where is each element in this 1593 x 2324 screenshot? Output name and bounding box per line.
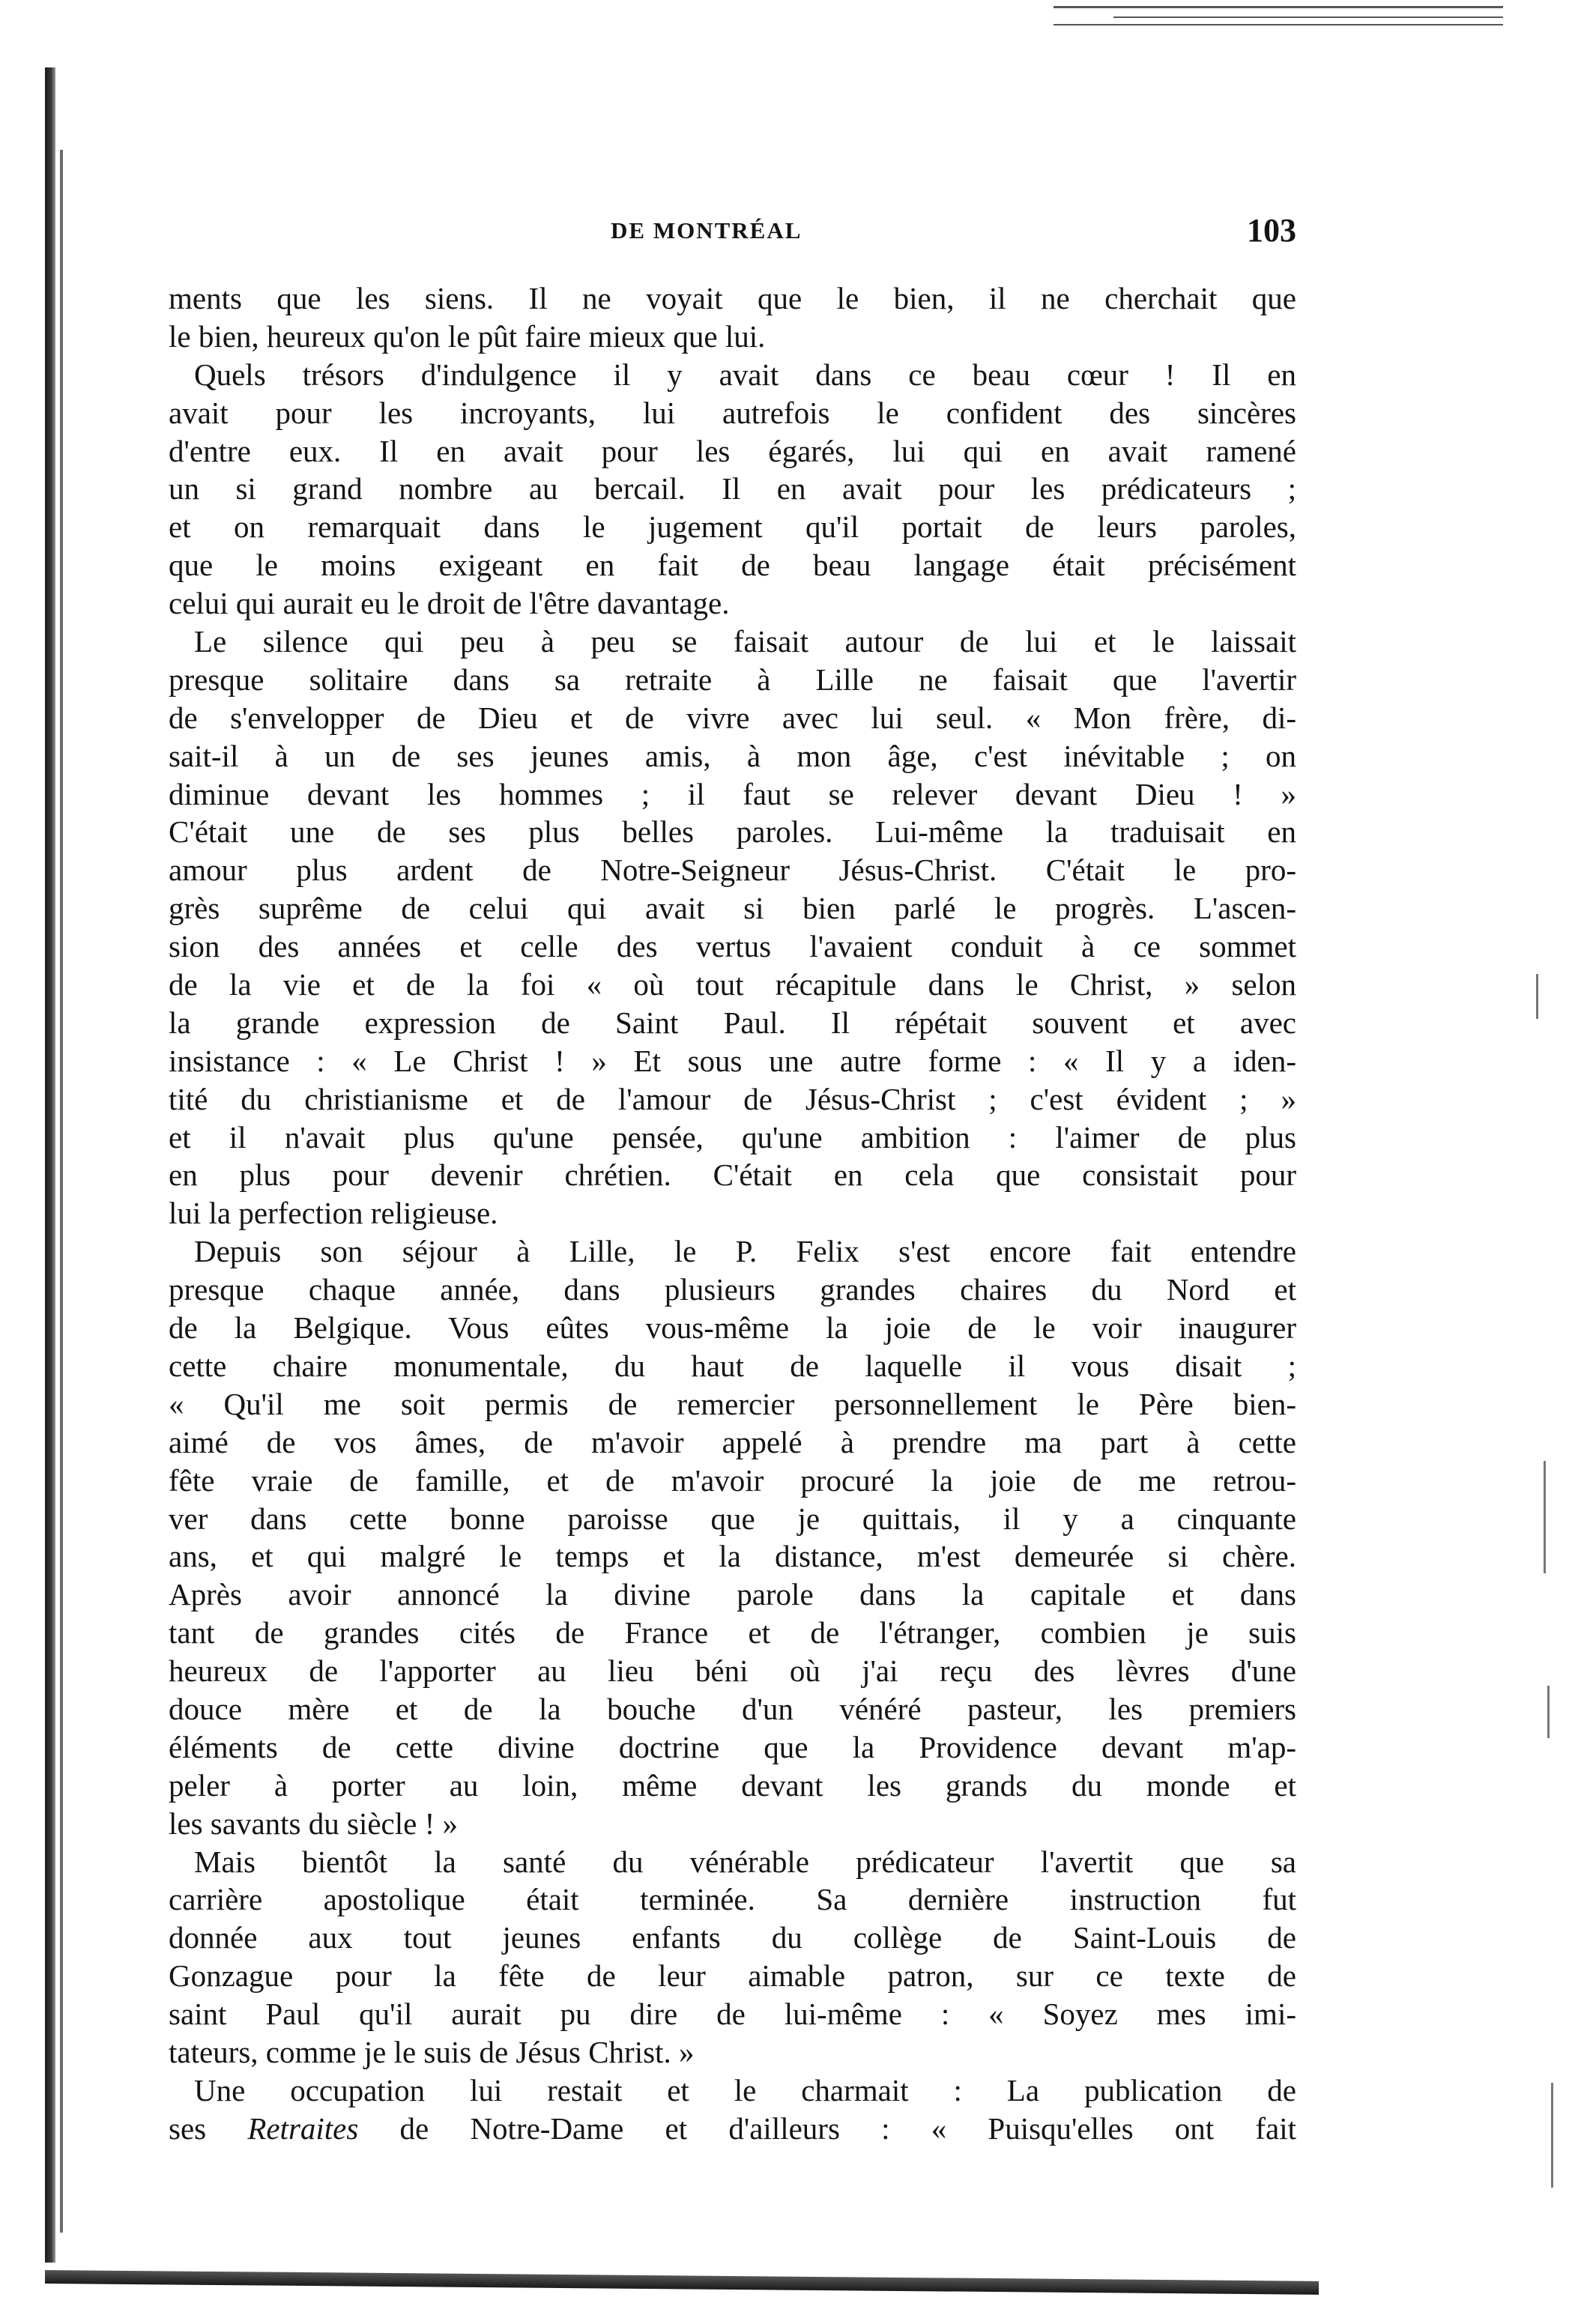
text-line: presque chaque année, dans plusieurs grandes chaires du Nord et: [169, 1272, 1296, 1307]
text-line: Le silence qui peu à peu se faisait autour de lui et le laissait: [194, 624, 1296, 659]
text-line: presque solitaire dans sa retraite à Lille ne faisait que l'avertir: [169, 662, 1296, 697]
page-binding-edge: [45, 67, 55, 2263]
text-line: celui qui aurait eu le droit de l'être davantage.: [169, 586, 730, 621]
text-line: grès suprême de celui qui avait si bien parlé le progrès. L'ascen-: [169, 891, 1296, 926]
text-line: [169, 2110, 1296, 2148]
scan-speck: [1544, 1461, 1546, 1573]
text-line: de la Belgique. Vous eûtes vous-même la joie de le voir inaugurer: [169, 1310, 1296, 1346]
running-head: DE MONTRÉAL: [611, 217, 802, 243]
text-line: tité du christianisme et de l'amour de Jésus-Christ ; c'est évident ; »: [169, 1081, 1296, 1116]
scan-rule-top-3: [1054, 24, 1503, 25]
text-line: C'était une de ses plus belles paroles. Lui-même la traduisait en: [169, 814, 1296, 850]
text-line: Gonzague pour la fête de leur aimable patron, sur ce texte de: [169, 1958, 1296, 1994]
text-line: la grande expression de Saint Paul. Il répétait souvent et avec: [169, 1005, 1296, 1040]
text-line: heureux de l'apporter au lieu béni où j'ai reçu des lèvres d'une: [169, 1653, 1296, 1689]
scan-speck: [1536, 974, 1538, 1019]
text-line: avait pour les incroyants, lui autrefois le confident des sincères: [169, 395, 1296, 430]
text-line: un si grand nombre au bercail. Il en avait pour les prédicateurs ;: [169, 471, 1296, 506]
text-line: saint Paul qu'il aurait pu dire de lui-même : « Soyez mes imi-: [169, 1997, 1296, 2032]
text-line: « Qu'il me soit permis de remercier personnellement le Père bien-: [169, 1386, 1296, 1421]
text-line: le bien, heureux qu'on le pût faire mieux que lui.: [169, 318, 766, 354]
text-segment: de Notre-Dame et d'ailleurs : « Puisqu'elles ont fait: [358, 2110, 1296, 2146]
text-line: tant de grandes cités de France et de l'étranger, combien je suis: [169, 1615, 1296, 1650]
text-line: en plus pour devenir chrétien. C'était en cela que consistait pour: [169, 1158, 1296, 1193]
text-line: éléments de cette divine doctrine que la Providence devant m'ap-: [169, 1729, 1296, 1764]
text-line: de s'envelopper de Dieu et de vivre avec lui seul. « Mon frère, di-: [169, 700, 1296, 735]
text-line: lui la perfection religieuse.: [169, 1196, 498, 1231]
page-number: 103: [1247, 212, 1296, 249]
text-line: et il n'avait plus qu'une pensée, qu'une ambition : l'aimer de plus: [169, 1119, 1296, 1155]
scan-rule-top-2: [1113, 16, 1503, 18]
text-line: peler à porter au loin, même devant les grands du monde et: [169, 1767, 1296, 1803]
text-line: les savants du siècle ! »: [169, 1806, 458, 1841]
scan-speck: [1551, 2083, 1553, 2188]
text-line: amour plus ardent de Notre-Seigneur Jésus-Christ. C'était le pro-: [169, 853, 1296, 888]
text-line: Une occupation lui restait et le charmait : La publication de: [194, 2072, 1296, 2107]
text-line: tateurs, comme je le suis de Jésus Christ. »: [169, 2034, 695, 2069]
page-binding-shadow: [60, 150, 63, 2233]
text-line: cette chaire monumentale, du haut de laquelle il vous disait ;: [169, 1348, 1296, 1383]
text-line: Depuis son séjour à Lille, le P. Felix s'est encore fait entendre: [194, 1234, 1296, 1269]
text-line: ver dans cette bonne paroisse que je quittais, il y a cinquante: [169, 1501, 1296, 1536]
text-line: de la vie et de la foi « où tout récapitule dans le Christ, » selon: [169, 967, 1296, 1002]
body-text: [169, 279, 1296, 2148]
scan-rule-top: [1054, 6, 1503, 8]
text-line: d'entre eux. Il en avait pour les égarés, lui qui en avait ramené: [169, 433, 1296, 468]
text-line: Après avoir annoncé la divine parole dans la capitale et dans: [169, 1577, 1296, 1612]
text-line: sait-il à un de ses jeunes amis, à mon âge, c'est inévitable ; on: [169, 738, 1296, 773]
text-line: Quels trésors d'indulgence il y avait dans ce beau cœur ! Il en: [194, 357, 1296, 392]
page-header: [169, 211, 1296, 249]
text-line: diminue devant les hommes ; il faut se relever devant Dieu ! »: [169, 776, 1296, 811]
text-line: douce mère et de la bouche d'un vénéré pasteur, les premiers: [169, 1691, 1296, 1726]
text-line: insistance : « Le Christ ! » Et sous une autre forme : « Il y a iden-: [169, 1043, 1296, 1078]
page-bottom-edge: [45, 2270, 1319, 2295]
text-line: ments que les siens. Il ne voyait que le bien, il ne cherchait que: [169, 281, 1296, 315]
text-line: donnée aux tout jeunes enfants du collège de Saint-Louis de: [169, 1920, 1296, 1955]
text-line: ans, et qui malgré le temps et la distance, m'est demeurée si chère.: [169, 1539, 1296, 1574]
text-segment: ses: [169, 2110, 248, 2146]
text-line: fête vraie de famille, et de m'avoir procuré la joie de me retrou-: [169, 1462, 1296, 1498]
book-title-italic: Retraites: [247, 2110, 359, 2146]
text-line: aimé de vos âmes, de m'avoir appelé à prendre ma part à cette: [169, 1424, 1296, 1459]
text-line: Mais bientôt la santé du vénérable prédicateur l'avertit que sa: [194, 1844, 1296, 1879]
text-line: et on remarquait dans le jugement qu'il portait de leurs paroles,: [169, 509, 1296, 545]
text-line: sion des années et celle des vertus l'avaient conduit à ce sommet: [169, 929, 1296, 964]
scan-speck: [1547, 1686, 1550, 1738]
text-line: que le moins exigeant en fait de beau langage était précisément: [169, 548, 1296, 583]
text-line: carrière apostolique était terminée. Sa dernière instruction fut: [169, 1882, 1296, 1917]
